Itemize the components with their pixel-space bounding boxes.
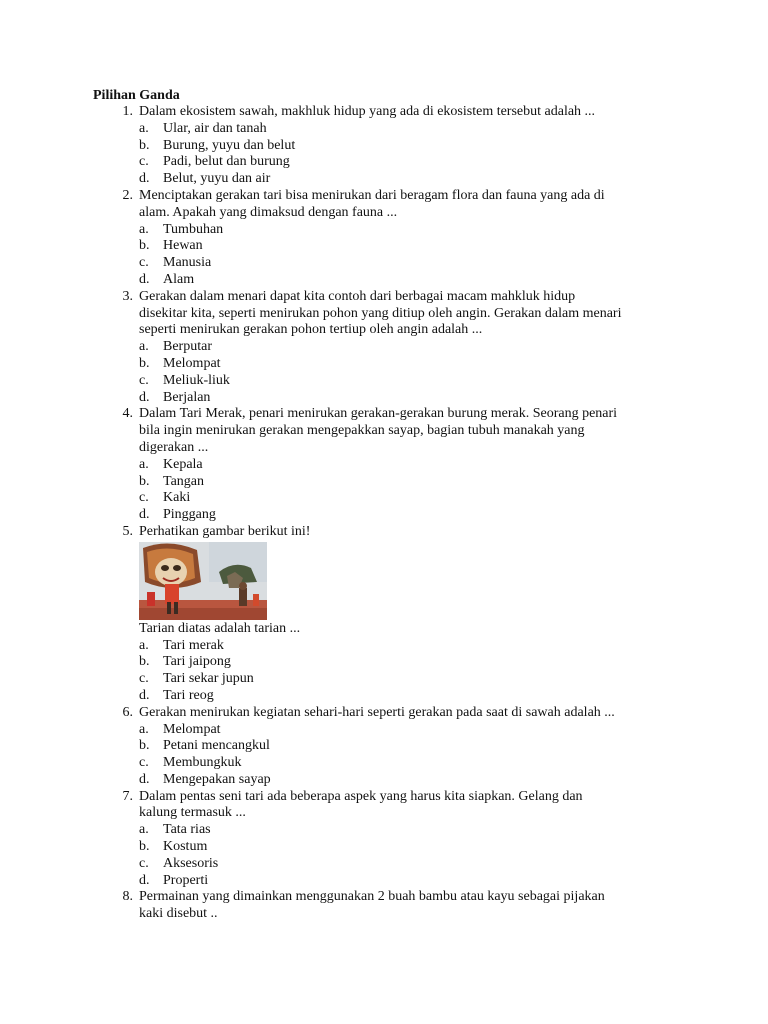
- answer-option: [113, 822, 673, 839]
- answer-option: [113, 856, 673, 873]
- option-text: Tari merak: [163, 637, 224, 653]
- question-item: [113, 104, 673, 188]
- question-text: Dalam pentas seni tari ada beberapa aspek yang harus kita siapkan. Gelang dan kalung termasuk ...: [139, 788, 583, 821]
- section-title: Pilihan Ganda: [93, 88, 180, 103]
- option-letter: c.: [139, 855, 149, 871]
- option-text: Pinggang: [163, 507, 216, 523]
- option-letter: a.: [139, 221, 149, 237]
- question-followup-text: Tarian diatas adalah tarian ...: [139, 620, 301, 636]
- answer-option: [113, 490, 673, 507]
- answer-option: [113, 272, 673, 289]
- option-list: [113, 339, 673, 406]
- option-letter: d.: [139, 771, 150, 787]
- question-text: Gerakan menirukan kegiatan sehari-hari seperti gerakan pada saat di sawah adalah ...: [139, 704, 615, 720]
- option-letter: b.: [139, 839, 150, 855]
- option-text: Tari jaipong: [163, 654, 231, 670]
- option-letter: a.: [139, 339, 149, 355]
- option-letter: b.: [139, 654, 150, 670]
- answer-option: [113, 171, 673, 188]
- option-letter: a.: [139, 721, 149, 737]
- option-text: Kaki: [163, 490, 191, 506]
- question-item: [113, 705, 673, 789]
- option-letter: b.: [139, 137, 150, 153]
- option-letter: c.: [139, 671, 149, 687]
- option-list: [113, 222, 673, 289]
- answer-option: [113, 839, 673, 856]
- question-number: 4.: [122, 406, 133, 422]
- option-text: Petani mencangkul: [163, 738, 270, 754]
- question-text: Menciptakan gerakan tari bisa menirukan dari beragam flora dan fauna yang ada di alam. Apakah yang dimaksud dengan fauna ...: [139, 187, 605, 220]
- answer-option: [113, 738, 673, 755]
- answer-option: [113, 507, 673, 524]
- answer-option: [113, 373, 673, 390]
- option-letter: d.: [139, 271, 150, 287]
- answer-option: [113, 339, 673, 356]
- question-number: 1.: [122, 104, 133, 119]
- option-list: [113, 722, 673, 789]
- option-text: Aksesoris: [163, 855, 219, 871]
- option-text: Membungkuk: [163, 755, 242, 771]
- answer-option: [113, 138, 673, 155]
- option-text: Hewan: [163, 238, 203, 254]
- option-text: Tata rias: [163, 822, 211, 838]
- option-text: Mengepakan sayap: [163, 771, 271, 787]
- option-text: Melompat: [163, 721, 221, 737]
- question-item: [113, 524, 673, 705]
- question-text: Gerakan dalam menari dapat kita contoh dari berbagai macam mahkluk hidup disekitar kita, seperti menirukan pohon yang ditiup oleh angin. Gerakan dalam menari seperti menirukan gerakan pohon tertiup oleh angin adalah ...: [139, 288, 622, 338]
- option-list: [113, 822, 673, 889]
- option-letter: a.: [139, 456, 149, 472]
- option-letter: b.: [139, 355, 150, 371]
- question-text: Perhatikan gambar berikut ini!: [139, 523, 311, 539]
- option-text: Manusia: [163, 255, 212, 271]
- answer-option: [113, 654, 673, 671]
- question-text: Permainan yang dimainkan menggunakan 2 buah bambu atau kayu sebagai pijakan kaki disebut ..: [139, 889, 605, 922]
- question-number: 6.: [122, 704, 133, 720]
- option-text: Padi, belut dan burung: [163, 154, 290, 170]
- answer-option: [113, 356, 673, 373]
- answer-option: [113, 390, 673, 407]
- answer-option: [113, 722, 673, 739]
- option-text: Tari sekar jupun: [163, 671, 254, 687]
- question-list: [113, 104, 673, 923]
- question-number: 8.: [122, 889, 133, 905]
- option-text: Tari reog: [163, 687, 214, 703]
- answer-option: [113, 121, 673, 138]
- option-text: Berputar: [163, 339, 212, 355]
- question-item: [113, 406, 673, 524]
- option-text: Melompat: [163, 355, 221, 371]
- reog-dance-photo: [139, 542, 267, 620]
- option-letter: c.: [139, 755, 149, 771]
- option-text: Meliuk-liuk: [163, 372, 230, 388]
- answer-option: [113, 474, 673, 491]
- answer-option: [113, 457, 673, 474]
- answer-option: [113, 222, 673, 239]
- option-letter: c.: [139, 490, 149, 506]
- question-item: [113, 889, 673, 923]
- option-letter: b.: [139, 738, 150, 754]
- option-list: [113, 638, 673, 705]
- option-list: [113, 121, 673, 188]
- question-item: [113, 188, 673, 289]
- answer-option: [113, 873, 673, 890]
- option-text: Kepala: [163, 456, 203, 472]
- option-letter: b.: [139, 473, 150, 489]
- question-number: 5.: [122, 523, 133, 539]
- question-text: Dalam ekosistem sawah, makhluk hidup yang ada di ekosistem tersebut adalah ...: [139, 104, 596, 119]
- question-number: 2.: [122, 187, 133, 203]
- question-text: Dalam Tari Merak, penari menirukan gerakan-gerakan burung merak. Seorang penari bila ingin menirukan gerakan mengepakkan sayap, bagian tubuh manakah yang digerakan ...: [139, 406, 618, 455]
- question-number: 7.: [122, 788, 133, 804]
- option-text: Belut, yuyu dan air: [163, 171, 271, 187]
- option-letter: c.: [139, 154, 149, 170]
- option-text: Alam: [163, 271, 195, 287]
- option-letter: b.: [139, 238, 150, 254]
- answer-option: [113, 688, 673, 705]
- answer-option: [113, 638, 673, 655]
- option-text: Berjalan: [163, 389, 211, 405]
- option-text: Ular, air dan tanah: [163, 120, 267, 136]
- answer-option: [113, 671, 673, 688]
- option-text: Kostum: [163, 839, 208, 855]
- answer-option: [113, 755, 673, 772]
- option-text: Tangan: [163, 473, 205, 489]
- question-item: [113, 789, 673, 890]
- answer-option: [113, 238, 673, 255]
- option-letter: c.: [139, 255, 149, 271]
- option-letter: a.: [139, 822, 149, 838]
- option-letter: d.: [139, 687, 150, 703]
- answer-option: [113, 154, 673, 171]
- option-text: Burung, yuyu dan belut: [163, 137, 296, 153]
- option-letter: d.: [139, 171, 150, 187]
- option-letter: c.: [139, 372, 149, 388]
- option-letter: a.: [139, 120, 149, 136]
- question-number: 3.: [122, 288, 133, 304]
- option-list: [113, 457, 673, 524]
- option-letter: a.: [139, 637, 149, 653]
- option-letter: d.: [139, 872, 150, 888]
- option-letter: d.: [139, 507, 150, 523]
- option-letter: d.: [139, 389, 150, 405]
- option-text: Properti: [163, 872, 209, 888]
- answer-option: [113, 255, 673, 272]
- option-text: Tumbuhan: [163, 221, 224, 237]
- question-item: [113, 289, 673, 407]
- answer-option: [113, 772, 673, 789]
